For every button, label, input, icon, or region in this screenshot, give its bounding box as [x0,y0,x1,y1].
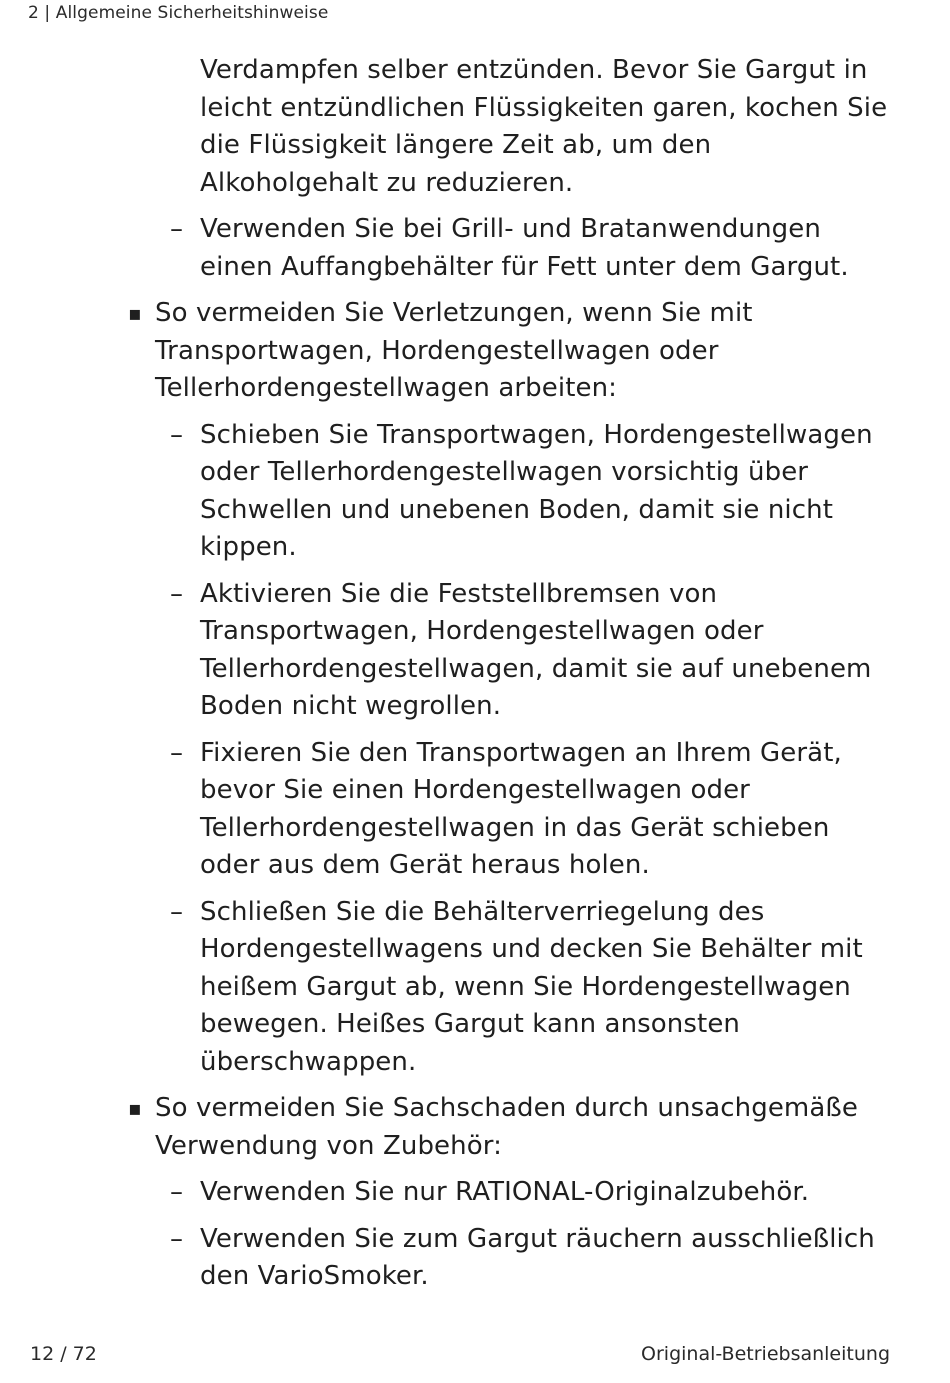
list-item-transport-3 [170,735,890,885]
list-item-transport-4 [170,894,890,1082]
page-body [0,52,950,1305]
list-item-text: Aktivieren Sie die Feststellbremsen von Transportwagen, Hordengestellwagen oder Tellerhordengestellwagen, damit sie auf unebenem Boden nicht wegrollen. [200,578,872,721]
list-item-text: Verwenden Sie bei Grill- und Bratanwendungen einen Auffangbehälter für Fett unter dem Gargut. [200,214,849,282]
dash-marker: – [170,214,184,244]
list-item-text: Schieben Sie Transportwagen, Hordengestellwagen oder Tellerhordengestellwagen vorsichtig über Schwellen und unebenen Boden, damit sie nicht kippen. [200,419,873,562]
list-item-text: Fixieren Sie den Transportwagen an Ihrem Gerät, bevor Sie einen Hordengestellwagen oder Tellerhordengestellwagen in das Gerät schieben oder aus dem Gerät heraus holen. [200,737,842,880]
dash-marker: – [170,1223,184,1254]
list-item-text: Schließen Sie die Behälterverriegelung des Hordengestellwagens und decken Sie Behälter mit heißem Gargut ab, wenn Sie Hordengestellwagen bewegen. Heißes Gargut kann ansonsten überschwappen. [200,896,863,1077]
bullet-item-text: So vermeiden Sie Verletzungen, wenn Sie mit Transportwagen, Hordengestellwagen oder Tellerhordengestellwagen arbeiten: [155,298,753,403]
dash-marker: – [170,1177,184,1207]
bullet-item-transport [128,295,890,408]
page-number: 12 / 72 [30,1343,97,1365]
list-item-transport-2 [170,576,890,726]
dash-marker: – [170,578,184,609]
bullet-marker: ▪ [128,301,142,325]
dash-marker: – [170,896,184,927]
dash-marker: – [170,737,184,768]
bullet-item-text: So vermeiden Sie Sachschaden durch unsachgemäße Verwendung von Zubehör: [155,1093,858,1161]
list-item-grill [170,211,890,286]
list-item-zubehoer-2 [170,1221,890,1296]
dash-marker: – [170,419,184,450]
page-header-section: 2 | Allgemeine Sicherheitshinweise [28,3,329,23]
list-item-text: Verwenden Sie zum Gargut räuchern ausschließlich den VarioSmoker. [200,1223,875,1291]
continuation-paragraph: Verdampfen selber entzünden. Bevor Sie Gargut in leicht entzündlichen Flüssigkeiten garen, kochen Sie die Flüssigkeit längere Zeit ab, um den Alkoholgehalt zu reduzieren. [200,55,888,198]
list-item-zubehoer-1 [170,1174,890,1212]
list-item-text: Verwenden Sie nur RATIONAL-Originalzubehör. [200,1177,810,1207]
list-item-transport-1 [170,417,890,567]
bullet-item-zubehoer [128,1090,890,1165]
document-title: Original-Betriebsanleitung [641,1343,890,1365]
bullet-marker: ▪ [128,1096,142,1120]
